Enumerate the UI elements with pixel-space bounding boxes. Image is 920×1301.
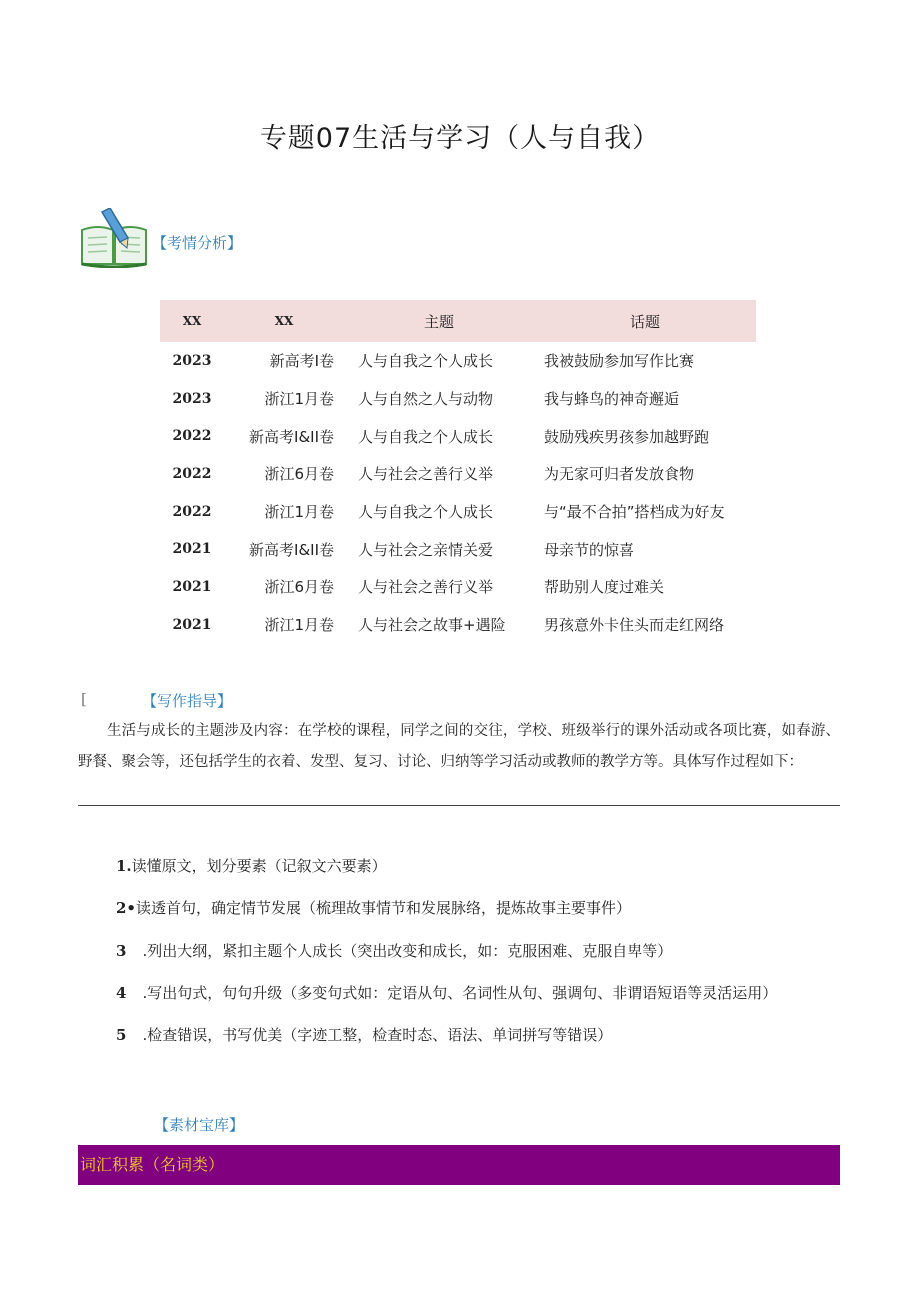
cell-theme: 人与自我之个人成长 — [358, 352, 494, 371]
step-text: .检查错误，书写优美（字迹工整，检查时态、语法、单词拼写等错误） — [142, 1026, 613, 1045]
list-item — [116, 1024, 836, 1066]
step-text: 读懂原文，划分要素（记叙文六要素） — [131, 857, 387, 875]
table-row — [160, 568, 756, 606]
step-number: 5 — [116, 1026, 127, 1045]
exam-analysis-table — [160, 300, 756, 644]
header-paper: XX — [224, 300, 344, 342]
section-exam-analysis: 【考情分析】 — [152, 234, 243, 252]
cell-paper: 浙江6月卷 — [264, 578, 334, 597]
cell-theme: 人与社会之善行义举 — [358, 578, 494, 597]
cell-topic: 与“最不合拍”搭档成为好友 — [544, 503, 725, 522]
list-item — [116, 897, 836, 939]
cell-paper: 新高考I卷 — [269, 352, 334, 371]
cell-theme: 人与社会之善行义举 — [358, 465, 494, 484]
header-year: XX — [160, 300, 224, 342]
table-row — [160, 380, 756, 418]
book-pencil-icon — [80, 208, 148, 268]
step-number: 1. — [116, 857, 132, 875]
cell-topic: 母亲节的惊喜 — [544, 540, 635, 559]
writing-steps — [116, 855, 836, 1066]
cell-topic: 男孩意外卡住头而走红网络 — [544, 616, 725, 635]
step-number: 4 — [116, 983, 127, 1002]
cell-topic: 我与蜂鸟的神奇邂逅 — [544, 390, 680, 409]
cell-year: 2023 — [172, 390, 212, 407]
cell-year: 2022 — [172, 465, 212, 482]
cell-topic: 我被鼓励参加写作比赛 — [544, 352, 695, 371]
guide-paragraph: 生活与成长的主题涉及内容：在学校的课程，同学之间的交往，学校、班级举行的课外活动或各项比赛，如春游、野餐、聚会等，还包括学生的衣着、发型、复习、讨论、归纳等学习活动或教师的教学方等。具体写作过程如下： — [78, 723, 840, 770]
cell-paper: 浙江1月卷 — [264, 616, 334, 635]
cell-year: 2022 — [172, 428, 212, 445]
step-text: 读透首句，确定情节发展（梳理故事情节和发展脉络，提炼故事主要事件） — [136, 899, 632, 918]
cell-theme: 人与自我之个人成长 — [358, 503, 494, 522]
step-text: .列出大纲，紧扣主题个人成长（突出改变和成长，如：克服困难、克服自卑等） — [142, 941, 673, 960]
cell-topic: 帮助别人度过难关 — [544, 578, 665, 597]
step-number: 2• — [116, 899, 137, 918]
cell-paper: 浙江6月卷 — [264, 465, 334, 484]
bracket-mark: [ — [81, 690, 87, 708]
table-row — [160, 606, 756, 644]
table-row — [160, 530, 756, 568]
header-theme: 主题 — [344, 300, 534, 342]
cell-paper: 浙江1月卷 — [264, 503, 334, 522]
cell-paper: 新高考I&II卷 — [249, 540, 334, 559]
divider — [78, 805, 840, 806]
cell-theme: 人与社会之亲情关爱 — [358, 540, 494, 559]
header-topic: 话题 — [534, 300, 756, 342]
cell-year: 2021 — [172, 541, 212, 558]
cell-theme: 人与自我之个人成长 — [358, 427, 494, 446]
section-writing-guide: 【写作指导】 — [142, 692, 233, 710]
table-header-row — [160, 300, 756, 342]
vocab-heading-bar: 词汇积累（名词类） — [78, 1145, 840, 1185]
cell-year: 2021 — [172, 616, 212, 633]
cell-theme: 人与自然之人与动物 — [358, 390, 494, 409]
step-number: 3 — [116, 941, 127, 960]
list-item — [116, 940, 836, 982]
cell-paper: 新高考I&II卷 — [249, 427, 334, 446]
cell-topic: 为无家可归者发放食物 — [544, 465, 695, 484]
cell-paper: 浙江1月卷 — [264, 390, 334, 409]
table-row — [160, 455, 756, 493]
cell-year: 2022 — [172, 503, 212, 520]
table-row — [160, 342, 756, 380]
step-text: .写出句式，句句升级（多变句式如：定语从句、名词性从句、强调句、非谓语短语等灵活运用） — [142, 983, 778, 1002]
section-material-bank: 【素材宝库】 — [154, 1116, 245, 1134]
list-item — [116, 982, 836, 1024]
table-row — [160, 417, 756, 455]
cell-theme: 人与社会之故事+遇险 — [358, 616, 506, 635]
cell-year: 2021 — [172, 578, 212, 595]
list-item — [116, 855, 836, 897]
table-row — [160, 493, 756, 531]
cell-topic: 鼓励残疾男孩参加越野跑 — [544, 427, 710, 446]
cell-year: 2023 — [172, 352, 212, 369]
page-title: 专题07生活与学习（人与自我） — [259, 123, 661, 154]
